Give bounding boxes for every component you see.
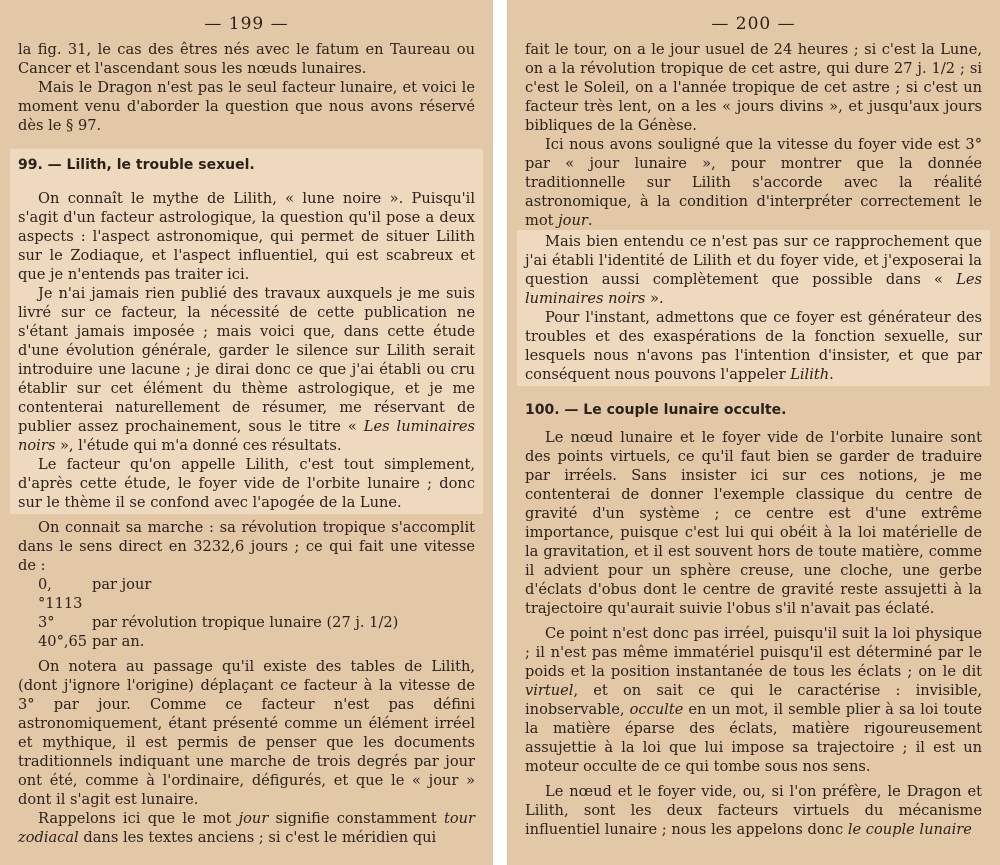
paragraph-point: Ce point n'est donc pas irréel, puisqu'il suit la loi physique ; il n'est pas même immatériel puisqu'il est déterminé par le poids et la position instantanée de tous les éclats ; on le dit virtuel, et on sait ce qui le caractérise : invisible, inobservable, occulte en un mot, il semble plier à sa loi toute la matière éparse des éclats, matière rigoureusement assujettie à la loi que lui impose sa trajectoire ; il est un moteur occulte de ce qui tombe sous nos sens. <box>525 625 982 775</box>
section-heading: 100. — Le couple lunaire occulte. <box>525 402 787 418</box>
list-item: 3° par révolution tropique lunaire (27 j. 1/2) <box>38 614 399 631</box>
page-number: — 200 — <box>711 14 796 34</box>
paragraph-ici: Ici nous avons souligné que la vitesse du foyer vide est 3° par « jour lunaire », pour montrer que la donnée traditionnelle sur Lilith s'accorde avec la réalité astronomique, à la condition d'interpréter correctement le mot jour. <box>525 136 982 229</box>
right-page <box>507 0 1000 865</box>
paragraph-final: Le nœud et le foyer vide, ou, si l'on préfère, le Dragon et Lilith, sont les deux facteurs virtuels du mécanisme influentiel lunaire ; nous les appelons donc le couple lunaire <box>525 783 982 838</box>
speed-list <box>18 575 475 651</box>
paragraph-marche: On connait sa marche : sa révolution tropique s'accomplit dans le sens direct en 3232,6 jours ; ce qui fait une vitesse de : <box>18 519 475 574</box>
list-item: 40°,65 par an. <box>38 633 145 650</box>
paragraph-facteur: Le facteur qu'on appelle Lilith, c'est tout simplement, d'après cette étude, le foyer vide de l'orbite lunaire ; donc sur le thème il se confond avec l'apogée de la Lune. <box>18 456 475 511</box>
paragraph-intro: la fig. 31, le cas des êtres nés avec le fatum en Taureau ou Cancer et l'ascendant sous les nœuds lunaires. <box>18 41 475 77</box>
paragraph-mythe: On connaît le mythe de Lilith, « lune noire ». Puisqu'il s'agit d'un facteur astrologique, la question qu'il pose a deux aspects : l'aspect astronomique, qui permet de situer Lilith sur le Zodiaque, et l'aspect influentiel, qui est scabreux et que je n'entends pas traiter ici. <box>18 190 475 283</box>
highlighted-section <box>517 230 990 386</box>
paragraph-mais: Mais bien entendu ce n'est pas sur ce rapprochement que j'ai établi l'identité de Lilith et du foyer vide, et j'exposerai la question aussi complètement que possible dans « Les luminaires noirs ». <box>525 233 982 307</box>
paragraph-publie: Je n'ai jamais rien publié des travaux auxquels je me suis livré sur ce facteur, la nécessité de cette publication ne s'étant jamais imposée ; mais voici que, dans cette étude d'une évolution générale, garder le silence sur Lilith serait introduire une lacune ; je dirai donc ce que j'ai établi ou cru établir sur cet élément du thème astrologique, et je me contenterai naturellement de résumer, me réservant de publier assez prochainement, sous le titre « Les luminaires noirs », l'étude qui m'a donné ces résultats. <box>18 285 476 454</box>
list-item: 0,°1113 par jour <box>38 576 152 612</box>
paragraph-tables: On notera au passage qu'il existe des tables de Lilith, (dont j'ignore l'origine) déplaçant ce facteur à la vitesse de 3° par jour. Comme ce facteur n'est pas défini astronomiquement, étant présenté comme un élément irréel et mythique, il est permis de penser que les documents traditionnels indiquant une marche de trois degrés par jour ont été, comme à l'ordinaire, défigurés, et que le « jour » dont il s'agit est lunaire. <box>18 658 475 808</box>
book-title: Les luminaires noirs <box>525 271 982 307</box>
paragraph-dragon: Mais le Dragon n'est pas le seul facteur lunaire, et voici le moment venu d'aborder la question que nous avons réservé dès le § 97. <box>18 79 475 134</box>
paragraph-continuation: fait le tour, on a le jour usuel de 24 heures ; si c'est la Lune, on a la révolution tropique de cet astre, qui dure 27 j. 1/2 ; si c'est le Soleil, on a l'année tropique de cet astre ; si c'est un facteur très lent, on a les « jours divins », et jusqu'aux jours bibliques de la Génèse. <box>525 41 982 134</box>
highlighted-section <box>10 149 483 514</box>
page-number: — 199 — <box>204 14 289 34</box>
section-heading: 99. — Lilith, le trouble sexuel. <box>18 157 255 173</box>
paragraph-pour: Pour l'instant, admettons que ce foyer est générateur des troubles et des exaspérations de la fonction sexuelle, sur lesquels nous n'avons pas l'intention d'insister, et que par conséquent nous pouvons l'appeler Lilith. <box>525 309 982 383</box>
paragraph-rappelons: Rappelons ici que le mot jour signifie constamment tour zodiacal dans les textes anciens ; si c'est le méridien qui <box>18 810 475 846</box>
book-title: Les luminaires noirs <box>18 418 476 454</box>
paragraph-noeud: Le nœud lunaire et le foyer vide de l'orbite lunaire sont des points virtuels, ce qu'il faut bien se garder de traduire par irréels. Sans insister ici sur ces notions, je me contenterai de donner l'exemple classique du centre de gravité d'un système ; ce centre est d'une extrême importance, puisque c'est lui qui obéit à la loi matérielle de la gravitation, et il est souvent hors de toute matière, comme il advient pour un sphère creuse, une cloche, une gerbe d'éclats d'obus dont le centre de gravité reste assujetti à la trajectoire qu'aurait suivie l'obus s'il n'avait pas éclaté. <box>525 429 982 617</box>
left-page <box>0 0 493 865</box>
